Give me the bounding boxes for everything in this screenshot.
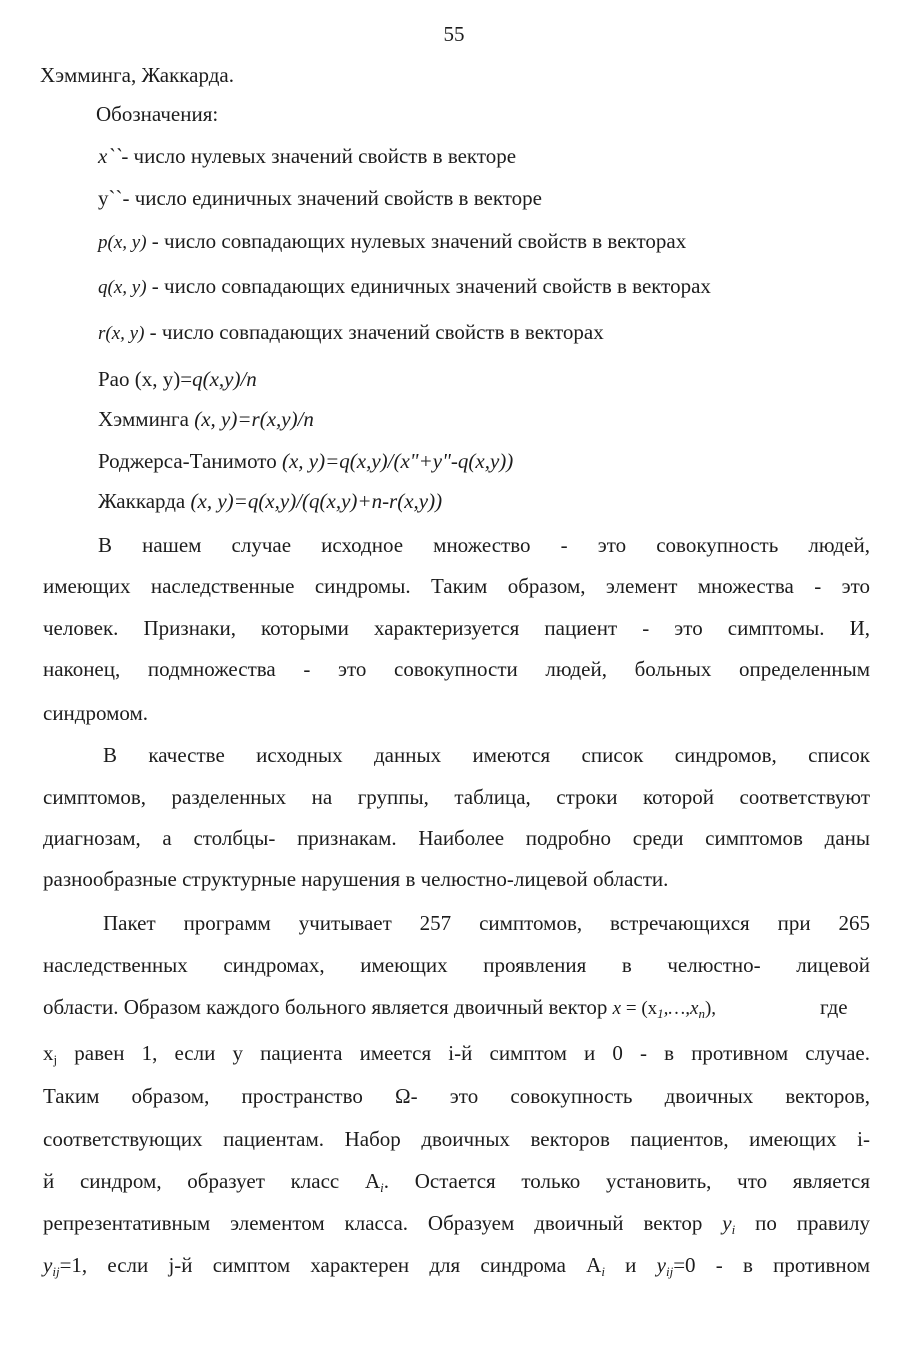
- top-line: Хэмминга, Жаккарда.: [40, 63, 234, 87]
- yij-sub: ij: [52, 1264, 60, 1279]
- formula-hamming-expr: (x, y)=r(x,y)/n: [194, 407, 314, 431]
- para3-line9-rest: =0 - в противном: [673, 1253, 871, 1277]
- formula-jaccard-expr: (x, y)=q(x,y)/(q(x,y)+n-r(x,y)): [190, 489, 443, 513]
- def-p: [98, 228, 686, 256]
- formula-jaccard: [98, 488, 442, 514]
- yi-sub: i: [731, 1222, 736, 1237]
- para3-line7: [43, 1168, 870, 1201]
- para2-line1: В качестве исходных данных имеются список синдромов, список: [103, 743, 870, 767]
- notation-heading: Обозначения:: [96, 102, 219, 126]
- vector-x-close: ),: [704, 998, 717, 1019]
- page-number: 55: [443, 22, 465, 46]
- formula-rao-expr: q(x,y)/n: [192, 367, 257, 391]
- para2-line4: разнообразные структурные нарушения в челюстно-лицевой области.: [43, 867, 669, 891]
- para3-line1: Пакет программ учитывает 257 симптомов, встречающихся при 265: [103, 911, 870, 935]
- formula-hamming: [98, 406, 314, 432]
- para3-line7-text: й синдром, образует класс А: [43, 1169, 381, 1193]
- def-r-text: - число совпадающих значений свойств в векторах: [144, 320, 604, 344]
- para3-line2: наследственных синдромах, имеющих проявления в челюстно- лицевой: [43, 953, 870, 977]
- formula-rao-name: Рао (х, у)=: [98, 367, 193, 391]
- formula-rao: [98, 366, 257, 392]
- para2-line2: симптомов, разделенных на группы, таблица, строки которой соответствуют: [43, 785, 870, 809]
- para3-line4-xj: [43, 1041, 57, 1065]
- vector-x-symbol: x: [612, 998, 622, 1019]
- para3-line4: [43, 1040, 870, 1073]
- yij-symbol-2: y: [656, 1253, 666, 1277]
- def-r-symbol: r(x, y): [98, 323, 145, 344]
- xj-sub: j: [53, 1052, 58, 1067]
- para3-line9: [43, 1252, 870, 1285]
- para3-line8: [43, 1210, 870, 1243]
- para2-line3: диагнозам, а столбцы- признакам. Наиболее подробно среди симптомов даны: [43, 826, 870, 850]
- def-y-text: - число единичных значений свойств в векторе: [122, 186, 542, 210]
- def-y: [98, 185, 542, 211]
- def-y-symbol: y``: [98, 186, 123, 210]
- def-x-symbol: x``: [98, 144, 122, 168]
- formula-hamming-name: Хэмминга: [98, 407, 195, 431]
- para1-line1: В нашем случае исходное множество - это совокупность людей,: [98, 533, 870, 557]
- formula-jaccard-name: Жаккарда: [98, 489, 191, 513]
- yij-symbol: y: [43, 1253, 53, 1277]
- para1-line3: человек. Признаки, которыми характеризуется пациент - это симптомы. И,: [43, 616, 870, 640]
- para3-line3-text: области. Образом каждого больного является двоичный вектор: [43, 995, 613, 1019]
- para3-line4-text: равен 1, если у пациента имеется i-й симптом и 0 - в противном случае.: [57, 1041, 870, 1065]
- def-x-text: - число нулевых значений свойств в векторе: [121, 144, 517, 168]
- yi-symbol: y: [722, 1211, 732, 1235]
- def-r: [98, 319, 604, 347]
- para3-line9-text: =1, если j-й симптом характерен для синдрома А: [59, 1253, 602, 1277]
- para3-line5: Таким образом, пространство Ω- это совокупность двоичных векторов,: [43, 1084, 870, 1108]
- formula-rogers-name: Роджерса-Танимото: [98, 449, 282, 473]
- class-a-sub: i: [380, 1180, 384, 1195]
- def-q-text: - число совпадающих единичных значений свойств в векторах: [146, 274, 711, 298]
- para3-line8-rest: по правилу: [735, 1211, 870, 1235]
- def-q-symbol: q(x, y): [98, 277, 147, 298]
- para3-line3-end: где: [820, 995, 848, 1019]
- para3-line3: [43, 994, 716, 1027]
- def-q: [98, 273, 711, 301]
- vector-x-formula: [613, 998, 716, 1019]
- para1-line4: наконец, подмножества - это совокупности людей, больных определенным: [43, 657, 870, 681]
- formula-rogers-expr: (x, y)=q(x,y)/(x"+y"-q(x,y)): [281, 449, 514, 473]
- para3-line8-text: репрезентативным элементом класса. Образуем двоичный вектор: [43, 1211, 723, 1235]
- syndrome-a-sub: i: [601, 1264, 605, 1279]
- yij-sub-2: ij: [665, 1264, 674, 1279]
- vector-x-subn: n: [698, 1006, 705, 1021]
- vector-x-dots: ,…,x: [663, 998, 699, 1019]
- formula-rogers: [98, 448, 513, 474]
- xj-symbol: x: [43, 1041, 54, 1065]
- def-x: [98, 143, 516, 169]
- para3-line9-and: и: [604, 1253, 657, 1277]
- para3-line7-rest: . Остается только установить, что является: [383, 1169, 870, 1193]
- para1-line2: имеющих наследственные синдромы. Таким образом, элемент множества - это: [43, 574, 870, 598]
- para1-line5: синдромом.: [43, 701, 149, 725]
- def-p-symbol: p(x, y): [98, 232, 147, 253]
- vector-x-sub1: 1: [657, 1006, 664, 1021]
- para3-line6: соответствующих пациентам. Набор двоичных векторов пациентов, имеющих i-: [43, 1127, 870, 1151]
- vector-x-open: = (x: [621, 998, 658, 1019]
- def-p-text: - число совпадающих нулевых значений свойств в векторах: [146, 229, 687, 253]
